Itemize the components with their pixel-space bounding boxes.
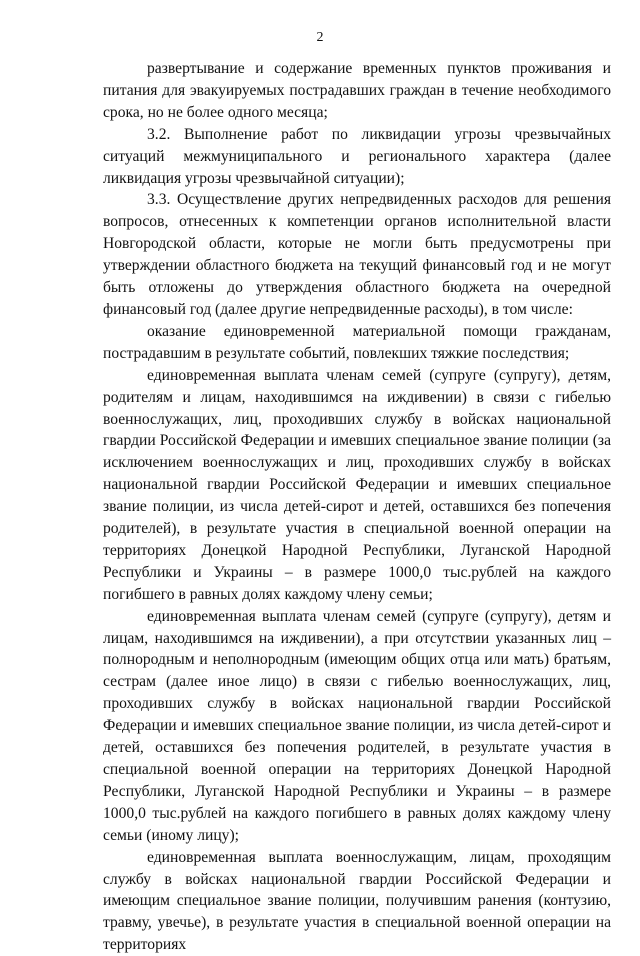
paragraph-payment-orphans: единовременная выплата членам семей (супруге (супругу), детям и лицам, находившимся на иждивении), а при отсутствии указанных лиц – полнородным и неполнородным (имеющим общих отца или мать) братьям, сестрам (далее иное лицо) в связи с гибелью военнослужащих, лиц, проходивших службу в войсках национальной гвардии Российской Федерации и имевших специальное звание полиции, из числа детей-сирот и детей, оставшихся без попечения родителей, в результате участия в специальной военной операции на территориях Донецкой Народной Республики, Луганской Народной Республики и Украины – в размере 1000,0 тыс.рублей на каждого погибшего в равных долях каждому члену семьи (иному лицу); bbox=[103, 607, 611, 844]
paragraph-payment-family-members: единовременная выплата членам семей (супруге (супругу), детям, родителям и лицам, находившимся на иждивении) в связи с гибелью военнослужащих, лиц, проходивших службу в войсках национальной гвардии Российской Федерации и имевших специальное звание полиции (за исключением военнослужащих и лиц, проходивших службу в войсках национальной гвардии Российской Федерации и имевших специальное звание полиции, из числа детей-сирот и детей, оставшихся без попечения родителей), в результате участия в специальной военной операции на территориях Донецкой Народной Республики, Луганской Народной Республики и Украины – в размере 1000,0 тыс.рублей на каждого погибшего в равных долях каждому члену семьи; bbox=[103, 366, 611, 603]
page-number: 2 bbox=[316, 30, 324, 45]
paragraph-material-aid: оказание единовременной материальной помощи гражданам, пострадавшим в результате событий, повлекших тяжкие последствия; bbox=[103, 322, 611, 362]
paragraph-3-3: 3.3. Осуществление других непредвиденных расходов для решения вопросов, отнесенных к компетенции органов исполнительной власти Новгородской области, которые не могли быть предусмотрены при утверждении областного бюджета на текущий финансовый год и не могут быть отложены до утверждения областного бюджета на очередной финансовый год (далее другие непредвиденные расходы), в том числе: bbox=[103, 191, 611, 318]
paragraph-temporary-accommodation: развертывание и содержание временных пунктов проживания и питания для эвакуируемых пострадавших граждан в течение необходимого срока, но не более одного месяца; bbox=[103, 60, 611, 121]
paragraph-payment-wounded: единовременная выплата военнослужащим, лицам, проходящим службу в войсках национальной гвардии Российской Федерации и имеющим специальное звание полиции, получившим ранения (контузию, травму, увечье), в результате участия в специальной военной операции на территориях bbox=[103, 848, 611, 954]
paragraph-3-2: 3.2. Выполнение работ по ликвидации угрозы чрезвычайных ситуаций межмуниципального и регионального характера (далее ликвидация угрозы чрезвычайной ситуации); bbox=[103, 125, 611, 187]
document-body bbox=[103, 58, 611, 956]
